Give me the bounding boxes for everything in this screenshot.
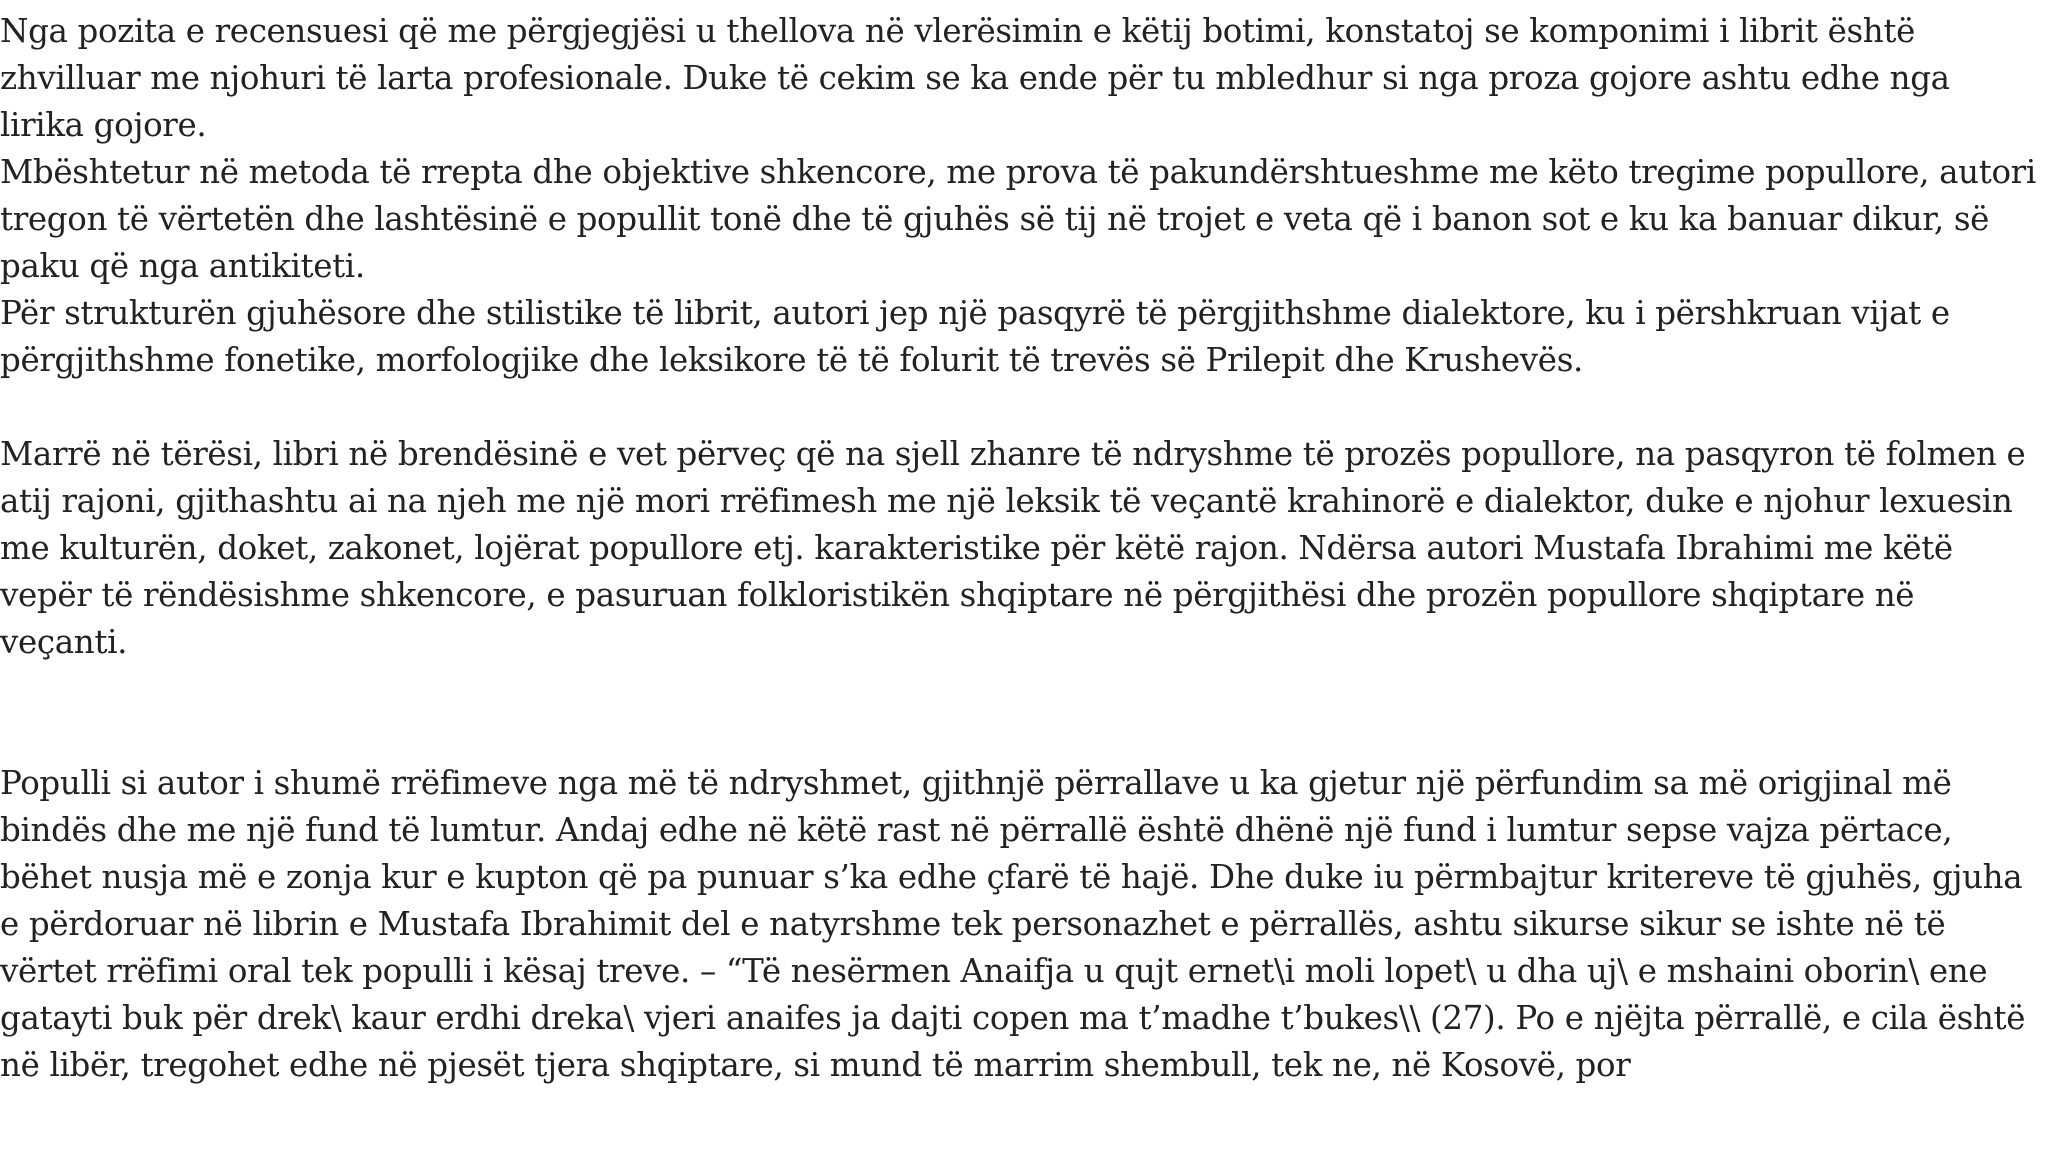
paragraph-structure: Për strukturën gjuhësore dhe stilistike të librit, autori jep një pasqyrë të përgjithshme dialektore, ku i përshkruan vijat e përgjithshme fonetike, morfologjike dhe leksikore të të folurit të trevës së Prilepit dhe Krushevës.	[0, 294, 1950, 379]
paragraph-review-intro: Nga pozita e recensuesi që me përgjegjësi u thellova në vlerësimin e këtij botimi, konstatoj se komponimi i librit është zhvilluar me njohuri të larta profesionale. Duke të cekim se ka ende për tu mbledhur si nga proza gojore ashtu edhe nga lirika gojore.	[0, 12, 1950, 144]
article-body	[0, 8, 2040, 1089]
paragraph-summary: Marrë në tërësi, libri në brendësinë e vet përveç që na sjell zhanre të ndryshme të prozës popullore, na pasqyron të folmen e atij rajoni, gjithashtu ai na njeh me një mori rrëfimesh me një leksik të veçantë krahinorë e dialektor, duke e njohur lexuesin me kulturën, doket, zakonet, lojërat popullore etj. karakteristike për këtë rajon. Ndërsa autori Mustafa Ibrahimi me këtë vepër të rëndësishme shkencore, e pasuruan folkloristikën shqiptare në përgjithësi dhe prozën popullore shqiptare në veçanti.	[0, 435, 2026, 661]
paragraph-spacer	[0, 666, 2040, 760]
paragraph-spacer	[0, 384, 2040, 431]
paragraph-methods: Mbështetur në metoda të rrepta dhe objektive shkencore, me prova të pakundërshtueshme me këto tregime popullore, autori tregon të vërtetën dhe lashtësinë e popullit tonë dhe të gjuhës së tij në trojet e veta që i banon sot e ku ka banuar dikur, së paku që nga antikiteti.	[0, 153, 2036, 285]
paragraph-folk-tale: Populli si autor i shumë rrëfimeve nga më të ndryshmet, gjithnjë përrallave u ka gjetur një përfundim sa më origjinal më bindës dhe me një fund të lumtur. Andaj edhe në këtë rast në përrallë është dhënë një fund i lumtur sepse vajza përtace, bëhet nusja më e zonja kur e kupton që pa punuar s’ka edhe çfarë të hajë. Dhe duke iu përmbajtur kritereve të gjuhës, gjuha e përdoruar në librin e Mustafa Ibrahimit del e natyrshme tek personazhet e përrallës, ashtu sikurse sikur se ishte në të vërtet rrëfimi oral tek populli i kësaj treve. – “Të nesërmen Anaifja u qujt ernet\i moli lopet\ u dha uj\ e mshaini oborin\ ene gatayti buk për drek\ kaur erdhi dreka\ vjeri anaifes ja dajti copen ma t’madhe t’bukes\\ (27). Po e njëjta përrallë, e cila është në libër, tregohet edhe në pjesët tjera shqiptare, si mund të marrim shembull, tek ne, në Kosovë, por	[0, 764, 2026, 1084]
